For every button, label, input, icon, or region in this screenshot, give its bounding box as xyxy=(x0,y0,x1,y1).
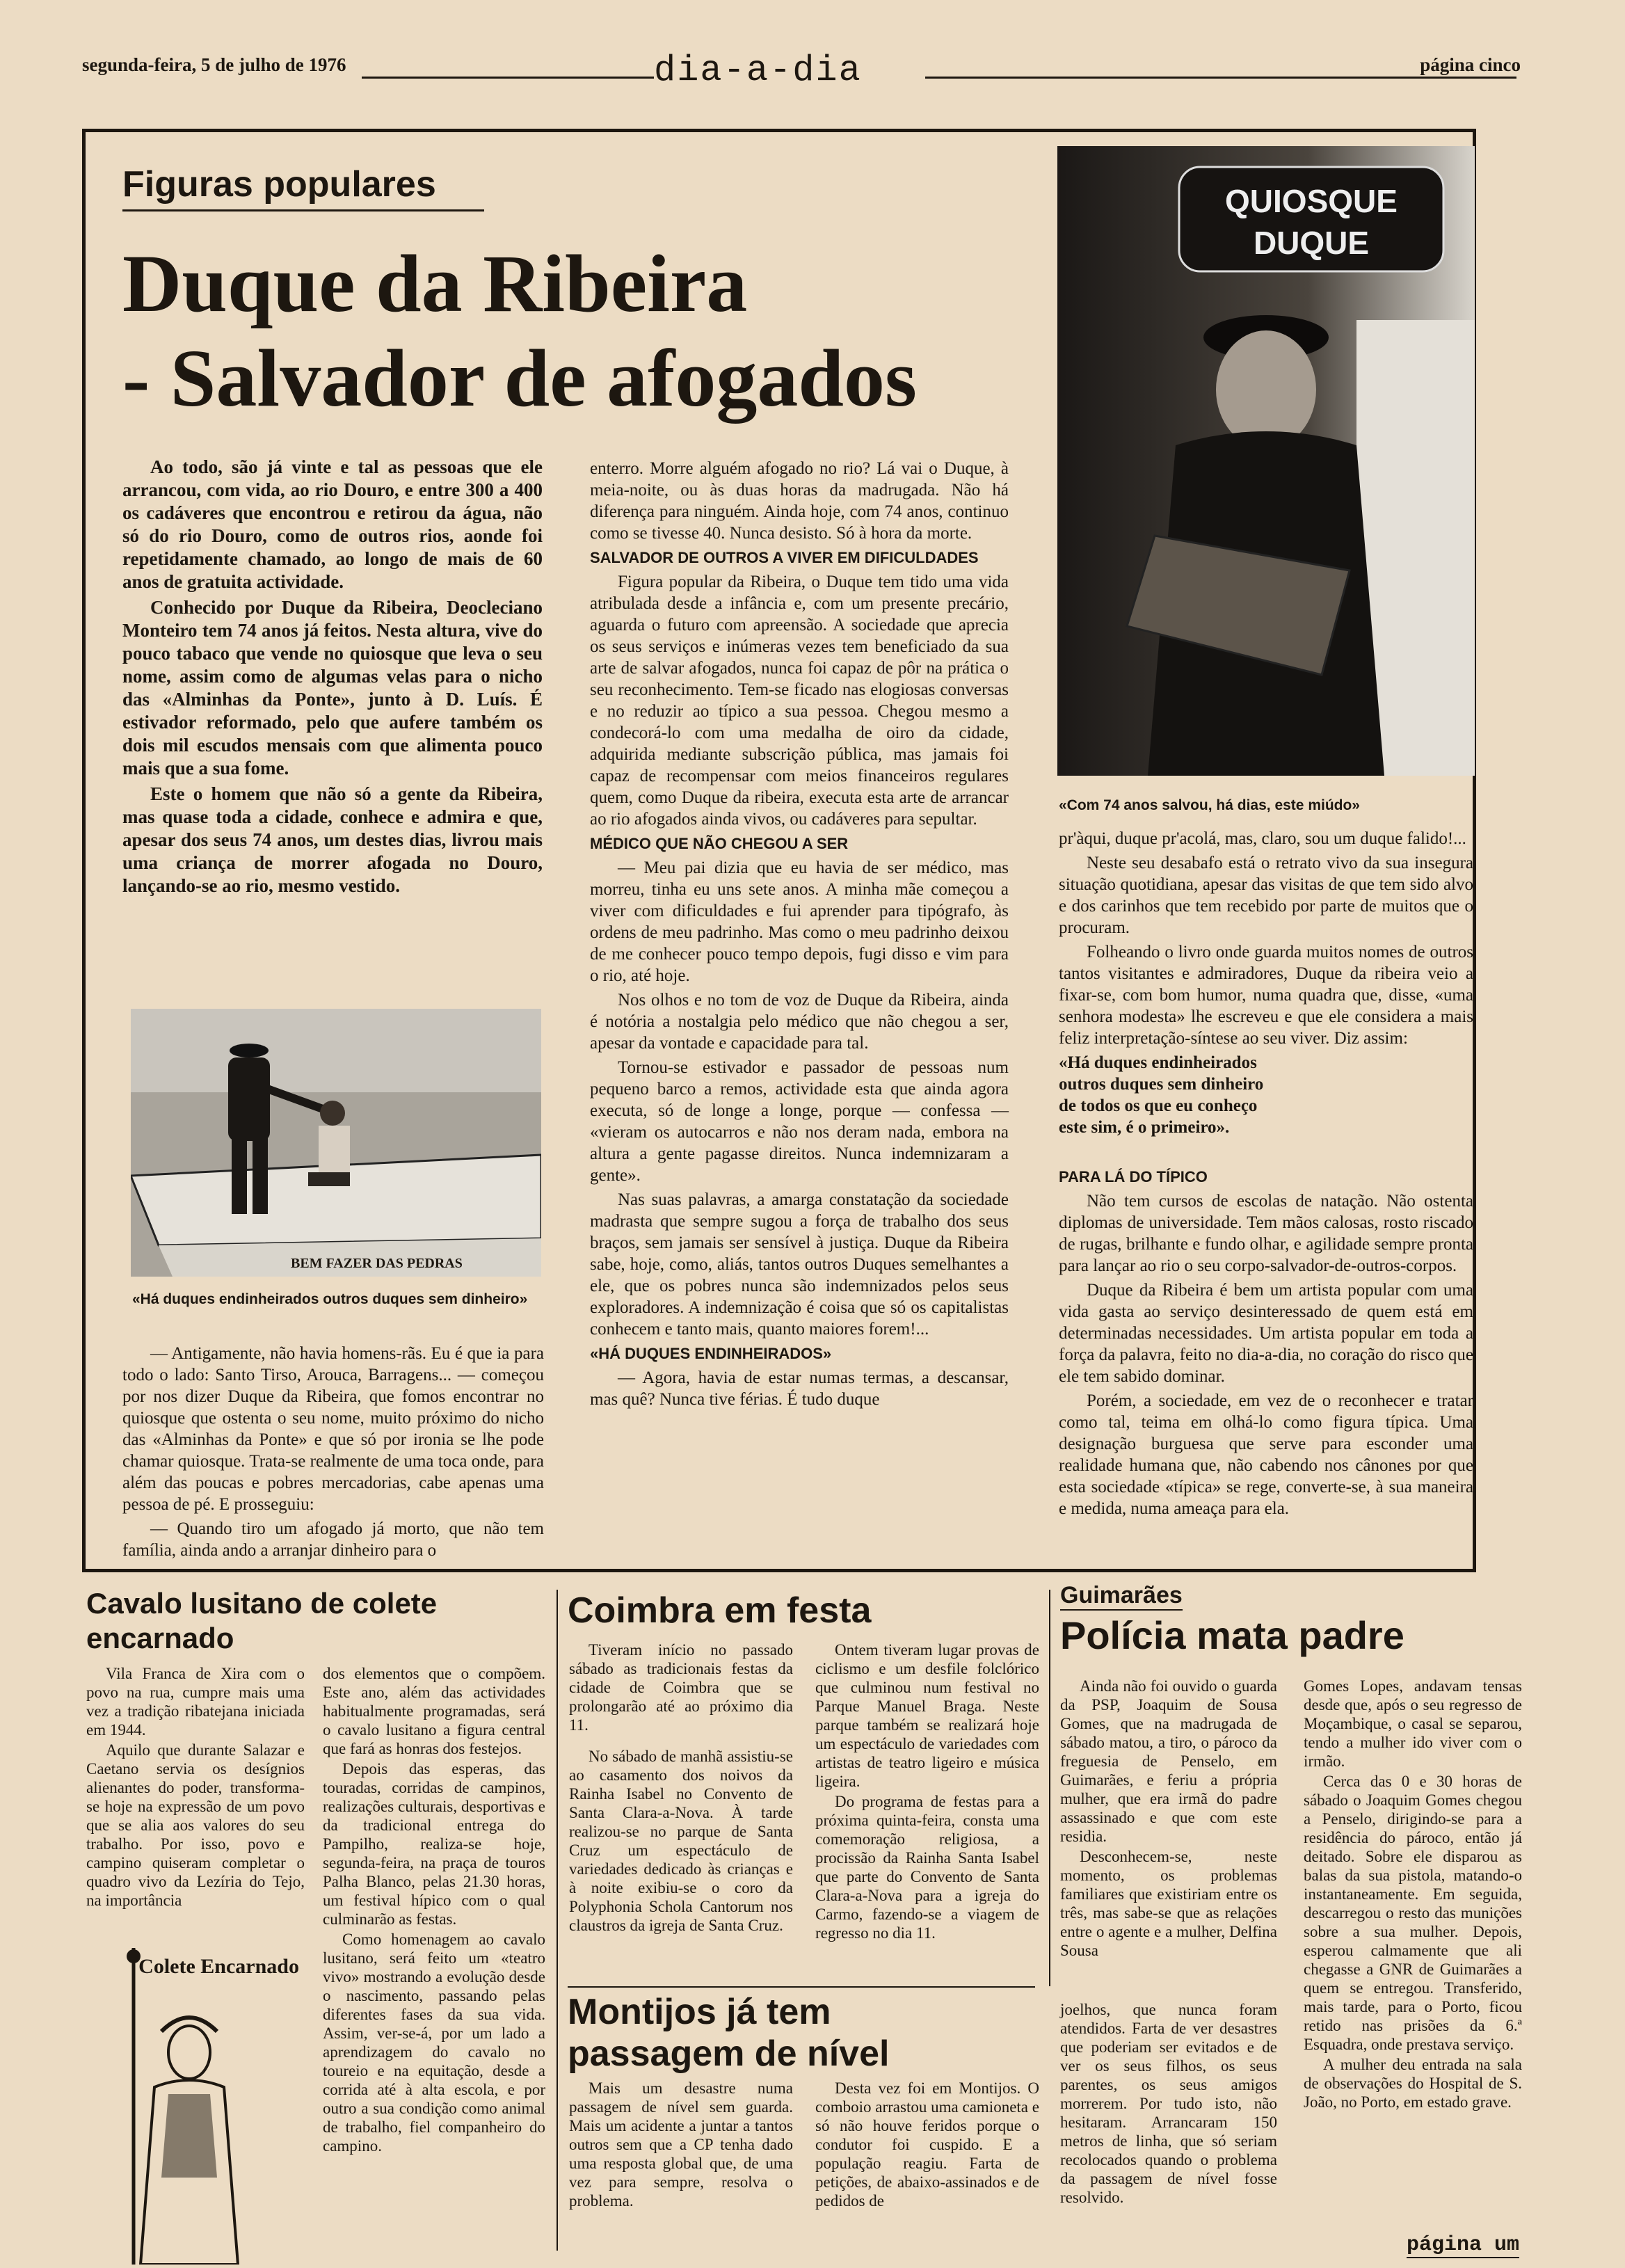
masthead-rule-right xyxy=(925,77,1516,79)
boat-name-text: BEM FAZER DAS PEDRAS xyxy=(291,1256,463,1271)
guimaraes-column-b xyxy=(1304,1677,1522,2113)
subheading: «HÁ DUQUES ENDINHEIRADOS» xyxy=(590,1345,832,1362)
body-paragraph: — Meu pai dizia que eu havia de ser médico, mas morreu, tinha eu uns sete anos. A minha mãe começou a viver com dificuldades e fui aprender para tipógrafo, às ordens de meu padrinho. Mas como o meu padrinho deixou de me conhecer pouco tempo depois, fugi disso e vim para o rio, até hoje. xyxy=(590,859,1009,985)
coimbra-column-a xyxy=(569,1640,793,1936)
body-paragraph: Desconhecem-se, neste momento, os problemas familiares que existiriam entre os três, mas sabe-se que as relações entre o agente e a mulher, Delfina Sousa xyxy=(1060,1848,1277,1959)
body-paragraph: Nas suas palavras, a amarga constatação da sociedade madrasta que sempre sugou a força de trabalho dos seus braços, sem jamais ser sensível à justiça. Duque da Ribeira sabe, hoje, como, aliás, tantos outros Duques semelhantes a ele, que os pobres nunca são indemnizados pelos seus exploradores. A indemnização é coisa que só os capitalistas conhecem e tanto mais, quanto maiores forem!... xyxy=(590,1190,1009,1339)
duque-portrait-photo xyxy=(1057,146,1475,776)
footer-page-reference[interactable]: página um xyxy=(1406,2233,1519,2257)
body-paragraph: A mulher deu entrada na sala de observações do Hospital de S. João, no Porto, em estado grave. xyxy=(1304,2056,1522,2111)
article-kicker: Figuras populares xyxy=(122,163,484,211)
svg-text:DUQUE: DUQUE xyxy=(1253,225,1370,261)
campino-illustration xyxy=(106,1948,301,2265)
guimaraes-kicker: Guimarães xyxy=(1060,1582,1183,1611)
masthead-section-title: dia-a-dia xyxy=(654,50,862,91)
headline-line-2: - Salvador de afogados xyxy=(122,333,917,424)
body-paragraph: Depois das esperas, das touradas, corridas de campinos, realizações culturais, desportivas e da tradicional entrega do Pampilho, realiza-se hoje, segunda-feira, na praça de touros Palha Blanco, pelas 21.30 horas, um festival hípico com o qual culminarão as festas. xyxy=(323,1760,545,1928)
masthead-date: segunda-feira, 5 de julho de 1976 xyxy=(82,54,346,75)
photo-caption-boat: «Há duques endinheirados outros duques sem dinheiro» xyxy=(132,1291,528,1307)
article-headline xyxy=(122,237,1055,426)
rescue-boat-photo xyxy=(131,1009,541,1277)
column-divider xyxy=(1049,1590,1050,1986)
body-paragraph: Vila Franca de Xira com o povo na rua, cumpre mais uma vez a tradição ribatejana iniciada em 1944. xyxy=(86,1665,305,1739)
body-paragraph: Neste seu desabafo está o retrato vivo da sua insegura situação quotidiana, apesar das visitas de que tem sido alvo e dos carinhos que tem recebido por parte de muitos que o procuram. xyxy=(1059,854,1473,937)
body-paragraph: — Agora, havia de estar numas termas, a descansar, mas quê? Nunca tive férias. É tudo duque xyxy=(590,1368,1009,1409)
svg-text:QUIOSQUE: QUIOSQUE xyxy=(1225,183,1398,219)
body-paragraph: Mais um desastre numa passagem de nível sem guarda. Mais um acidente a juntar a tantos outros sem que a CP tenha dado uma resposta global que, de uma vez para sempre, resolva o problema. xyxy=(569,2079,793,2210)
article-column-1-body xyxy=(122,1343,544,1564)
article-column-3 xyxy=(1059,828,1473,1522)
body-paragraph: pr'àqui, duque pr'acolá, mas, claro, sou um duque falido!... xyxy=(1059,829,1466,848)
body-paragraph: Do programa de festas para a próxima quinta-feira, consta uma comemoração religiosa, a procissão da Rainha Santa Isabel que parte do Convento de Santa Clara-a-Nova para a igreja do Carmo, fazendo-se a viagem de regresso no dia 11. xyxy=(815,1793,1039,1942)
subheading: SALVADOR DE OUTROS A VIVER EM DIFICULDADES xyxy=(590,549,979,566)
montijos-continuation xyxy=(1060,2000,1277,2208)
verse-line: este sim, é o primeiro». xyxy=(1059,1118,1230,1137)
body-paragraph: Nos olhos e no tom de voz de Duque da Ribeira, ainda é notória a nostalgia pelo médico que não chegou a ser, apesar da vontade e capacidade para tal. xyxy=(590,991,1009,1053)
column-divider xyxy=(557,1590,558,2251)
body-paragraph: dos elementos que o compõem. Este ano, além das actividades habitualmente programadas, será o cavalo lusitano a figura central que fará as honras dos festejos. xyxy=(323,1665,545,1757)
lead-paragraph: Conhecido por Duque da Ribeira, Deocleciano Monteiro tem 74 anos já feitos. Nesta altura, vive do pouco tabaco que vende no quiosque que leva o seu nome, assim como de algumas velas para o nicho das «Alminhas da Ponte», junto à D. Luís. É estivador reformado, pelo que aufere também os dois mil escudos mensais com que alimenta pouco mais que a sua fome. xyxy=(122,597,543,778)
body-paragraph: — Quando tiro um afogado já morto, que não tem família, ainda ando a arranjar dinheiro para o xyxy=(122,1519,544,1560)
illustration-label: Colete Encarnado xyxy=(138,1955,299,1978)
coimbra-column-b xyxy=(815,1640,1039,1944)
masthead-rule-left xyxy=(362,77,654,79)
body-paragraph: joelhos, que nunca foram atendidos. Farta de ver desastres que poderiam ser evitados e de ver os seus filhos, os seus parentes, os seus amigos morrerem. Por tudo isto, não hesitaram. Arrancaram 150 metros de linha, que só seriam recolocados quando o problema da passagem de nível fosse resolvido. xyxy=(1060,2001,1277,2206)
body-paragraph: Cerca das 0 e 30 horas de sábado o Joaquim Gomes chegou a Penselo, dirigindo-se para a residência do pároco, então já deitado. Sobre ele disparou as balas da sua pistola, matando-o instantaneamente. Em seguida, descarregou o resto das munições sobre a sua mulher. Depois, esperou calmamente que ali chegasse a GNR de Guimarães a quem se entregou. Transferido, mais tarde, para o Porto, ficou retido nas prisões da 6.ª Esquadra, onde prestava serviço. xyxy=(1304,1773,1522,2053)
photo-caption-portrait: «Com 74 anos salvou, há dias, este miúdo» xyxy=(1059,797,1360,813)
article-column-2 xyxy=(590,458,1009,1413)
body-paragraph: — Antigamente, não havia homens-rãs. Eu é que ia para todo o lado: Santo Tirso, Arouca, Barragens... — começou por nos dizer Duque da Ribeira, que fomos encontrar no quiosque que ostenta o seu nome, muito próximo do nicho das «Alminhas da Ponte» e que só por ironia se lhe pode chamar quiosque. Trata-se realmente de uma toca onde, para além das poucas e pobres mercadorias, cabe apenas uma pessoa de pé. E prosseguiu: xyxy=(122,1344,544,1514)
cavalo-column-a xyxy=(86,1664,305,1911)
body-paragraph: No sábado de manhã assistiu-se ao casamento dos noivos da Rainha Isabel no Convento de Santa Clara-a-Nova. À tarde realizou-se no parque de Santa Cruz um espectáculo de variedades dedicado às crianças e à noite exibiu-se o coro da Polyphonia Schola Cantorum nos claustros da igreja de Santa Cruz. xyxy=(569,1748,793,1934)
quadra-verse xyxy=(1059,1052,1473,1138)
body-paragraph: Desta vez foi em Montijos. O comboio arrastou uma camioneta e só não houve feridos porque o condutor foi cuspido. E a população reagiu. Farta de petições, de abaixo-assinados e de pedidos de xyxy=(815,2079,1039,2210)
montijos-column-b xyxy=(815,2079,1039,2212)
body-paragraph: Duque da Ribeira é bem um artista popular com uma vida gasta ao serviço desinteressado de quem está em determinadas necessidades. Um artista popular em toda a força da palavra, feito no dia-a-dia, no coração do risco que ele tem sabido dominar. xyxy=(1059,1281,1473,1386)
body-paragraph: enterro. Morre alguém afogado no rio? Lá vai o Duque, à meia-noite, ou às duas horas da madrugada. Não há diferença para ninguém. Ainda hoje, com 74 anos, continuo como se tivesse 40. Nunca desisto. Só à hora da morte. xyxy=(590,459,1009,543)
cavalo-column-b xyxy=(323,1664,545,2157)
body-paragraph: Gomes Lopes, andavam tensas desde que, após o seu regresso de Moçambique, o casal se separou, tendo a mulher ido viver com o irmão. xyxy=(1304,1677,1522,1770)
body-paragraph: Tiveram início no passado sábado as tradicionais festas da cidade de Coimbra que se prolongarão até ao próximo dia 11. xyxy=(569,1641,793,1734)
subheading: PARA LÁ DO TÍPICO xyxy=(1059,1168,1208,1185)
guimaraes-column-a xyxy=(1060,1677,1277,1961)
verse-line: outros duques sem dinheiro xyxy=(1059,1075,1264,1094)
coimbra-headline: Coimbra em festa xyxy=(568,1590,872,1631)
article-lead xyxy=(122,456,543,900)
body-paragraph: Aquilo que durante Salazar e Caetano servia os desígnios alienantes do poder, transforma-se hoje na expressão de um povo que se alia aos valores do seu trabalho. Por isso, povo e campino quiseram completar o quadro vivo da Lezíria do Tejo, na importância xyxy=(86,1741,305,1909)
lead-paragraph: Este o homem que não só a gente da Ribeira, mas quase toda a cidade, conhece e admira e que, apesar dos seus 74 anos, um destes dias, livrou mais uma criança de morrer afogada no Douro, lançando-se ao rio, mesmo vestido. xyxy=(122,783,543,896)
section-rule xyxy=(568,1986,1035,1988)
masthead-page-number: página cinco xyxy=(1420,54,1521,75)
lead-paragraph: Ao todo, são já vinte e tal as pessoas que ele arrancou, com vida, ao rio Douro, e entre 300 a 400 os cadáveres que encontrou e retirou da água, não só do rio Douro, como de outros rios, aonde foi repetidamente chamado, ao longo de mais de 60 anos de gratuita actividade. xyxy=(122,456,543,592)
montijos-headline: Montijos já tem passagem de nível xyxy=(568,1992,890,2074)
body-paragraph: Porém, a sociedade, em vez de o reconhecer e tratar como tal, teima em olhá-lo como figura típica. Uma designação burguesa que serve para esconder uma realidade humana que, não cabendo nos cânones por que esta sociedade «típica» se rege, converte-se, à sua maneira e medida, numa ameaça para ela. xyxy=(1059,1391,1473,1518)
headline-line-1: Duque da Ribeira xyxy=(122,238,748,329)
body-paragraph: Figura popular da Ribeira, o Duque tem tido uma vida atribulada desde a infância e, com um presente precário, aguarda o futuro com apreensão. A sociedade que aprecia os seus serviços e inúmeras vezes tem beneficiado da sua arte de salvar afogados, nunca foi capaz de pôr na prática o seu reconhecimento. Tem-se ficado nas elogiosas conversas e no reduzir ao típico a sua pessoa. Chegou mesmo a condecorá-lo com uma medalha de oiro da cidade, adquirida mediante subscrição pública, mas jamais foi capaz de recompensar com meios financeiros regulares quem, como Duque da ribeira, executa esta arte de arrancar ao rio afogados ainda vivos, ou cadáveres para sepultar. xyxy=(590,573,1009,829)
body-paragraph: Como homenagem ao cavalo lusitano, será feito um «teatro vivo» mostrando a evolução desde o nascimento, passando pelas diferentes fases da sua vida. Assim, ver-se-á, por um lado a aprendizagem do cavalo no toureio e na equitação, desde a corrida até à alta escola, e por outro a sua condição como animal de trabalho, fiel companheiro do campino. xyxy=(323,1931,545,2155)
body-paragraph: Folheando o livro onde guarda muitos nomes de outros tantos visitantes e admiradores, Duque da ribeira veio a fixar-se, com bom humor, numa quadra que, disse, «uma senhora modesta» lhe escreveu e que ele considera a mais feliz interpretação-síntese ao seu viver. Diz assim: xyxy=(1059,943,1473,1048)
body-paragraph: Tornou-se estivador e passador de pessoas num pequeno barco a remos, actividade esta que ainda agora executa, só de longe a longe, porque — confessa — «vieram os autocarros e não nos deram nada, embora na altura a gente pagasse direitos. Nunca indemnizaram a gente». xyxy=(590,1058,1009,1185)
body-paragraph: Ontem tiveram lugar provas de ciclismo e um desfile folclórico que culminou num festival no Parque Manuel Braga. Neste parque também se realizará hoje um espectáculo de variedades com artistas de teatro ligeiro e música ligeira. xyxy=(815,1641,1039,1790)
verse-line: de todos os que eu conheço xyxy=(1059,1096,1258,1115)
subheading: MÉDICO QUE NÃO CHEGOU A SER xyxy=(590,835,849,852)
guimaraes-headline: Polícia mata padre xyxy=(1060,1613,1404,1657)
body-paragraph: Não tem cursos de escolas de natação. Não ostenta diplomas de universidade. Tem mãos calosas, rosto riscado de rugas, brilhante e fundo olhar, e agilidade sempre pronta para lançar ao rio o seu corpo-salvador-de-outros-corpos. xyxy=(1059,1192,1473,1275)
verse-line: «Há duques endinheirados xyxy=(1059,1053,1257,1072)
montijos-column-a xyxy=(569,2079,793,2212)
cavalo-headline: Cavalo lusitano de colete encarnado xyxy=(86,1587,438,1654)
body-paragraph: Ainda não foi ouvido o guarda da PSP, Joaquim de Sousa Gomes, que na madrugada de sábado matou, a tiro, o pároco da freguesia de Penselo, em Guimarães, e feriu a própria mulher, que era irmã do padre assassinado e que com este residia. xyxy=(1060,1677,1277,1845)
